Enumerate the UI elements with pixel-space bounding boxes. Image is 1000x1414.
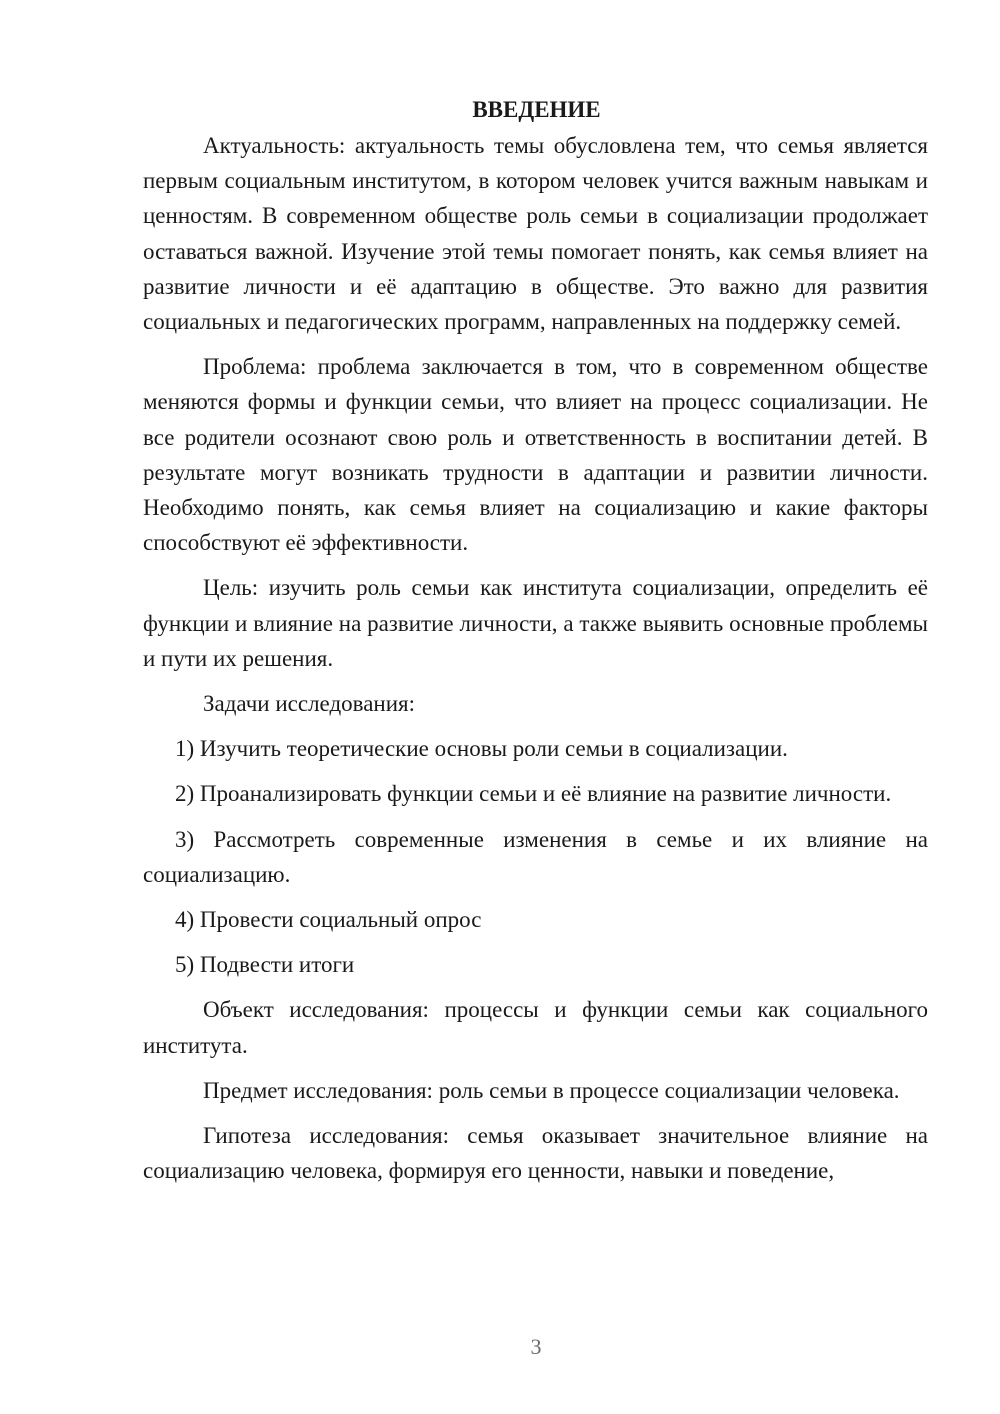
page-number: 3 <box>530 1334 542 1359</box>
document-page <box>143 92 928 1198</box>
task-item-2: 2) Проанализировать функции семьи и её влияние на развитие личности. <box>175 781 892 807</box>
object-paragraph: Объект исследования: процессы и функции семьи как социального института. <box>143 997 928 1058</box>
task-item-5: 5) Подвести итоги <box>175 952 355 978</box>
section-heading: ВВЕДЕНИЕ <box>472 97 601 122</box>
problem-paragraph: Проблема: проблема заключается в том, что в современном обществе меняются формы и функции семьи, что влияет на процесс социализации. Не все родители осознают свою роль и ответственность в воспитании детей. В результате могут возникать трудности в адаптации и развитии личности. Необходимо понять, как семья влияет на социализацию и какие факторы способствуют её эффективности. <box>143 354 928 556</box>
goal-paragraph: Цель: изучить роль семьи как института социализации, определить её функции и влияние на развитие личности, а также выявить основные проблемы и пути их решения. <box>143 575 928 671</box>
relevance-paragraph: Актуальность: актуальность темы обусловлена тем, что семья является первым социальным институтом, в котором человек учится важным навыкам и ценностям. В современном обществе роль семьи в социализации продолжает оставаться важной. Изучение этой темы помогает понять, как семья влияет на развитие личности и её адаптацию в обществе. Это важно для развития социальных и педагогических программ, направленных на поддержку семей. <box>143 133 928 335</box>
hypothesis-paragraph: Гипотеза исследования: семья оказывает значительное влияние на социализацию человека, формируя его ценности, навыки и поведение, <box>143 1123 928 1184</box>
task-item-3: 3) Рассмотреть современные изменения в семье и их влияние на социализацию. <box>143 826 928 887</box>
subject-paragraph: Предмет исследования: роль семьи в процессе социализации человека. <box>203 1077 900 1103</box>
task-item-4: 4) Провести социальный опрос <box>175 907 482 933</box>
task-item-1: 1) Изучить теоретические основы роли семьи в социализации. <box>175 736 788 762</box>
tasks-heading: Задачи исследования: <box>203 691 416 717</box>
